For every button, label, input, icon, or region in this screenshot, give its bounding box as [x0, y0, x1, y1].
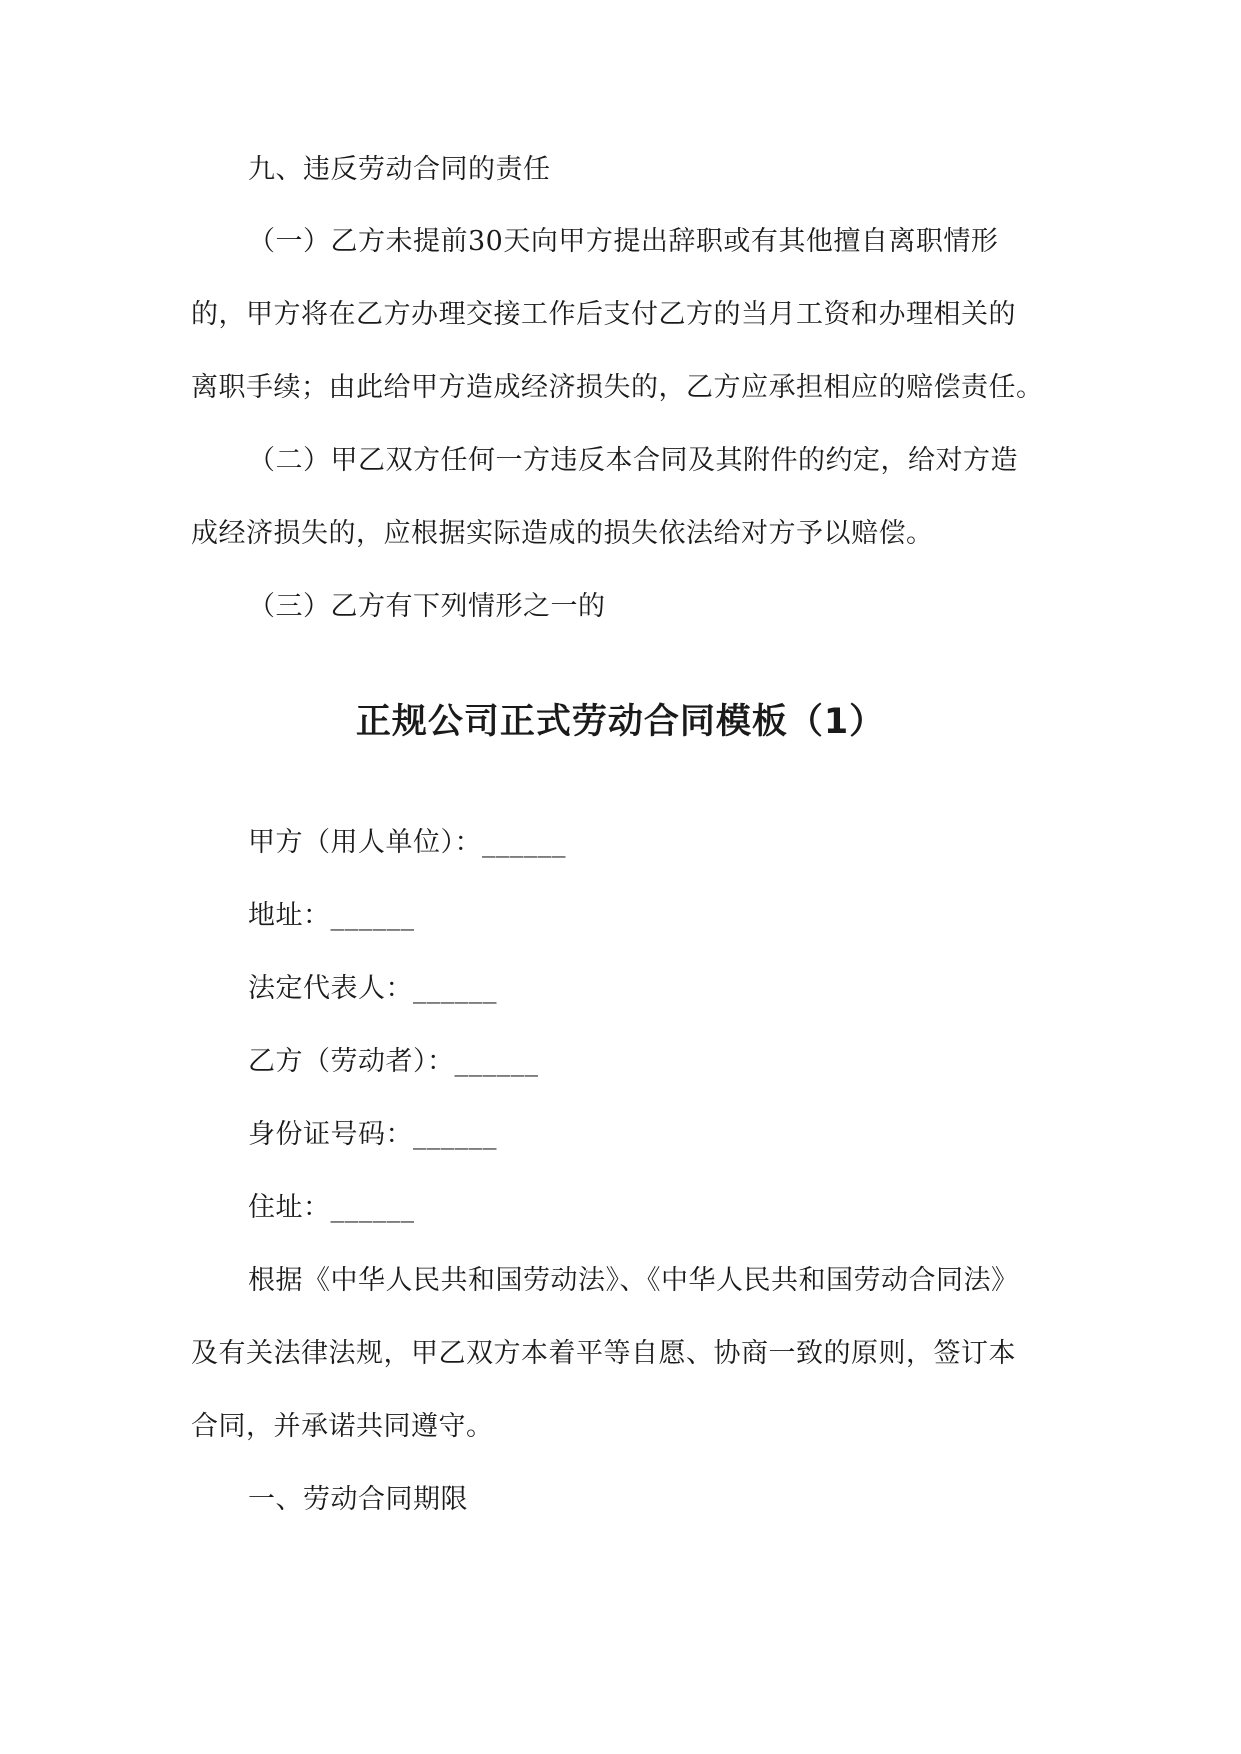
address-field: 地址：______ — [248, 900, 415, 931]
clause-1-line-2: 的，甲方将在乙方办理交接工作后支付乙方的当月工资和办理相关的 — [191, 299, 1016, 330]
section-one-heading: 一、劳动合同期限 — [248, 1484, 468, 1515]
clause-2-line-2: 成经济损失的，应根据实际造成的损失依法给对方予以赔偿。 — [191, 518, 934, 549]
employee-field: 乙方（劳动者）：______ — [248, 1046, 539, 1077]
residence-field: 住址：______ — [248, 1192, 415, 1223]
clause-3-line: （三）乙方有下列情形之一的 — [248, 591, 606, 622]
document-title: 正规公司正式劳动合同模板（1） — [355, 702, 886, 742]
clause-1-line-1: （一）乙方未提前30天向甲方提出辞职或有其他擅自离职情形 — [248, 226, 999, 257]
clause-2-line-1: （二）甲乙双方任何一方违反本合同及其附件的约定，给对方造 — [248, 445, 1018, 476]
section-nine-heading: 九、违反劳动合同的责任 — [248, 154, 551, 185]
preamble-line-3: 合同，并承诺共同遵守。 — [191, 1411, 494, 1442]
employer-field: 甲方（用人单位）：______ — [248, 827, 566, 858]
legal-rep-field: 法定代表人：______ — [248, 973, 497, 1004]
id-number-field: 身份证号码：______ — [248, 1119, 497, 1150]
preamble-line-2: 及有关法律法规，甲乙双方本着平等自愿、协商一致的原则，签订本 — [191, 1338, 1016, 1369]
preamble-line-1: 根据《中华人民共和国劳动法》、《中华人民共和国劳动合同法》 — [248, 1265, 1019, 1296]
clause-1-line-3: 离职手续；由此给甲方造成经济损失的，乙方应承担相应的赔偿责任。 — [191, 372, 1044, 403]
